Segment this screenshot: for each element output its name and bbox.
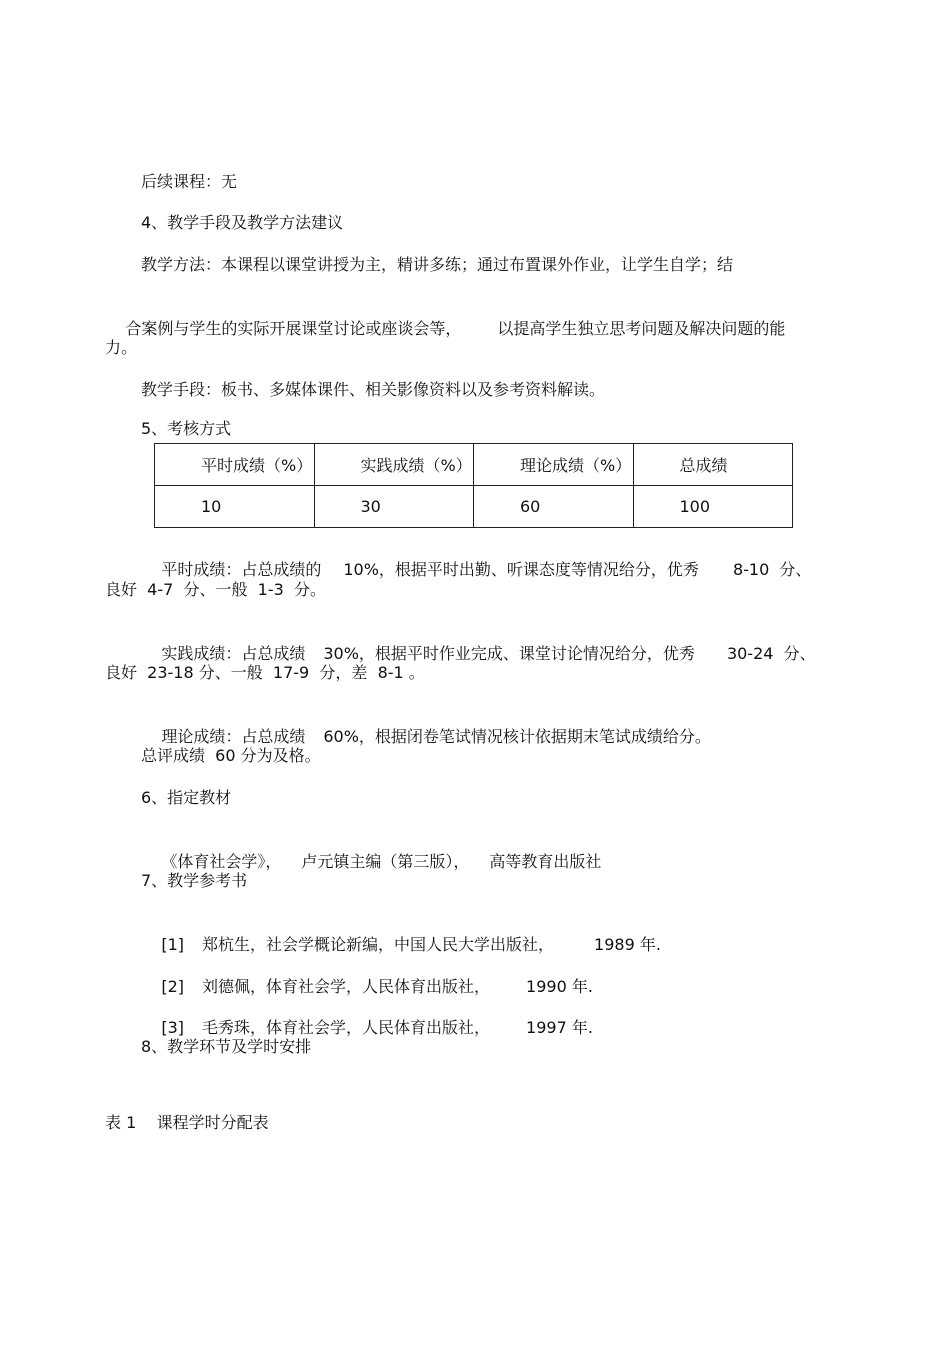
teaching-method-line-2b: 以提高学生独立思考问题及解决问题的能 <box>497 319 786 338</box>
practice-grade-1c: 30-24 分、 <box>726 644 816 663</box>
section-5-heading: 5、考核方式 <box>141 419 232 438</box>
reference-number: [3] <box>161 1018 185 1037</box>
textbook-title: 《体育社会学》， <box>161 852 282 871</box>
theory-grade-a: 理论成绩：占总成绩 <box>161 727 306 746</box>
value-total-grade: 100 <box>633 486 793 528</box>
reference-number: [1] <box>161 935 185 954</box>
grade-table-header-row <box>155 444 793 486</box>
header-total-grade: 总成绩 <box>633 444 793 486</box>
reference-text: 毛秀珠，体育社会学，人民体育出版社， <box>202 1018 491 1037</box>
value-theory-grade: 60 <box>474 486 634 528</box>
grade-table-value-row <box>155 486 793 528</box>
grade-composition-table <box>154 443 793 528</box>
reference-year: 1990 年. <box>526 977 593 996</box>
usual-grade-1a: 平时成绩：占总成绩的 <box>161 560 322 579</box>
section-6-heading: 6、指定教材 <box>141 788 232 807</box>
table-1-caption: 表 1 课程学时分配表 <box>105 1113 269 1132</box>
reference-year: 1989 年. <box>594 935 661 954</box>
theory-grade-b: 60%，根据闭卷笔试情况核计依据期末笔试成绩给分。 <box>323 727 711 746</box>
teaching-method-line-2 <box>105 296 785 362</box>
section-4-heading: 4、教学手段及教学方法建议 <box>141 213 344 232</box>
teaching-means-text: 教学手段：板书、多媒体课件、相关影像资料以及参考资料解读。 <box>141 380 606 399</box>
header-theory-grade: 理论成绩（%） <box>474 444 634 486</box>
value-usual-grade: 10 <box>155 486 315 528</box>
textbook-editor: 卢元镇主编（第三版）， <box>301 852 470 871</box>
usual-grade-1b: 10%，根据平时出勤、听课态度等情况给分，优秀 <box>343 560 699 579</box>
reference-year: 1997 年. <box>526 1018 593 1037</box>
reference-number: [2] <box>161 977 185 996</box>
teaching-method-line-1: 教学方法：本课程以课堂讲授为主，精讲多练；通过布置课外作业，让学生自学；结 <box>141 255 734 274</box>
follow-course-text: 后续课程：无 <box>141 172 238 191</box>
value-practice-grade: 30 <box>314 486 474 528</box>
practice-grade-1a: 实践成绩：占总成绩 <box>161 644 306 663</box>
header-practice-grade: 实践成绩（%） <box>314 444 474 486</box>
practice-grade-line-2: 良好 23-18 分、一般 17-9 分，差 8-1 。 <box>105 663 425 682</box>
section-8-heading: 8、教学环节及学时安排 <box>141 1037 312 1056</box>
textbook-publisher: 高等教育出版社 <box>489 852 602 871</box>
section-7-heading: 7、教学参考书 <box>141 871 248 890</box>
practice-grade-1b: 30%，根据平时作业完成、课堂讨论情况给分，优秀 <box>323 644 695 663</box>
total-grade-line: 总评成绩 60 分为及格。 <box>141 746 321 765</box>
teaching-method-line-3: 力。 <box>105 338 138 357</box>
header-usual-grade: 平时成绩（%） <box>155 444 315 486</box>
teaching-method-line-2a: 合案例与学生的实际开展课堂讨论或座谈会等， <box>125 319 462 338</box>
usual-grade-1c: 8-10 分、 <box>732 560 812 579</box>
reference-text: 刘德佩，体育社会学，人民体育出版社， <box>202 977 491 996</box>
reference-text: 郑杭生，社会学概论新编，中国人民大学出版社， <box>202 935 555 954</box>
usual-grade-line-2: 良好 4-7 分、一般 1-3 分。 <box>105 580 326 599</box>
